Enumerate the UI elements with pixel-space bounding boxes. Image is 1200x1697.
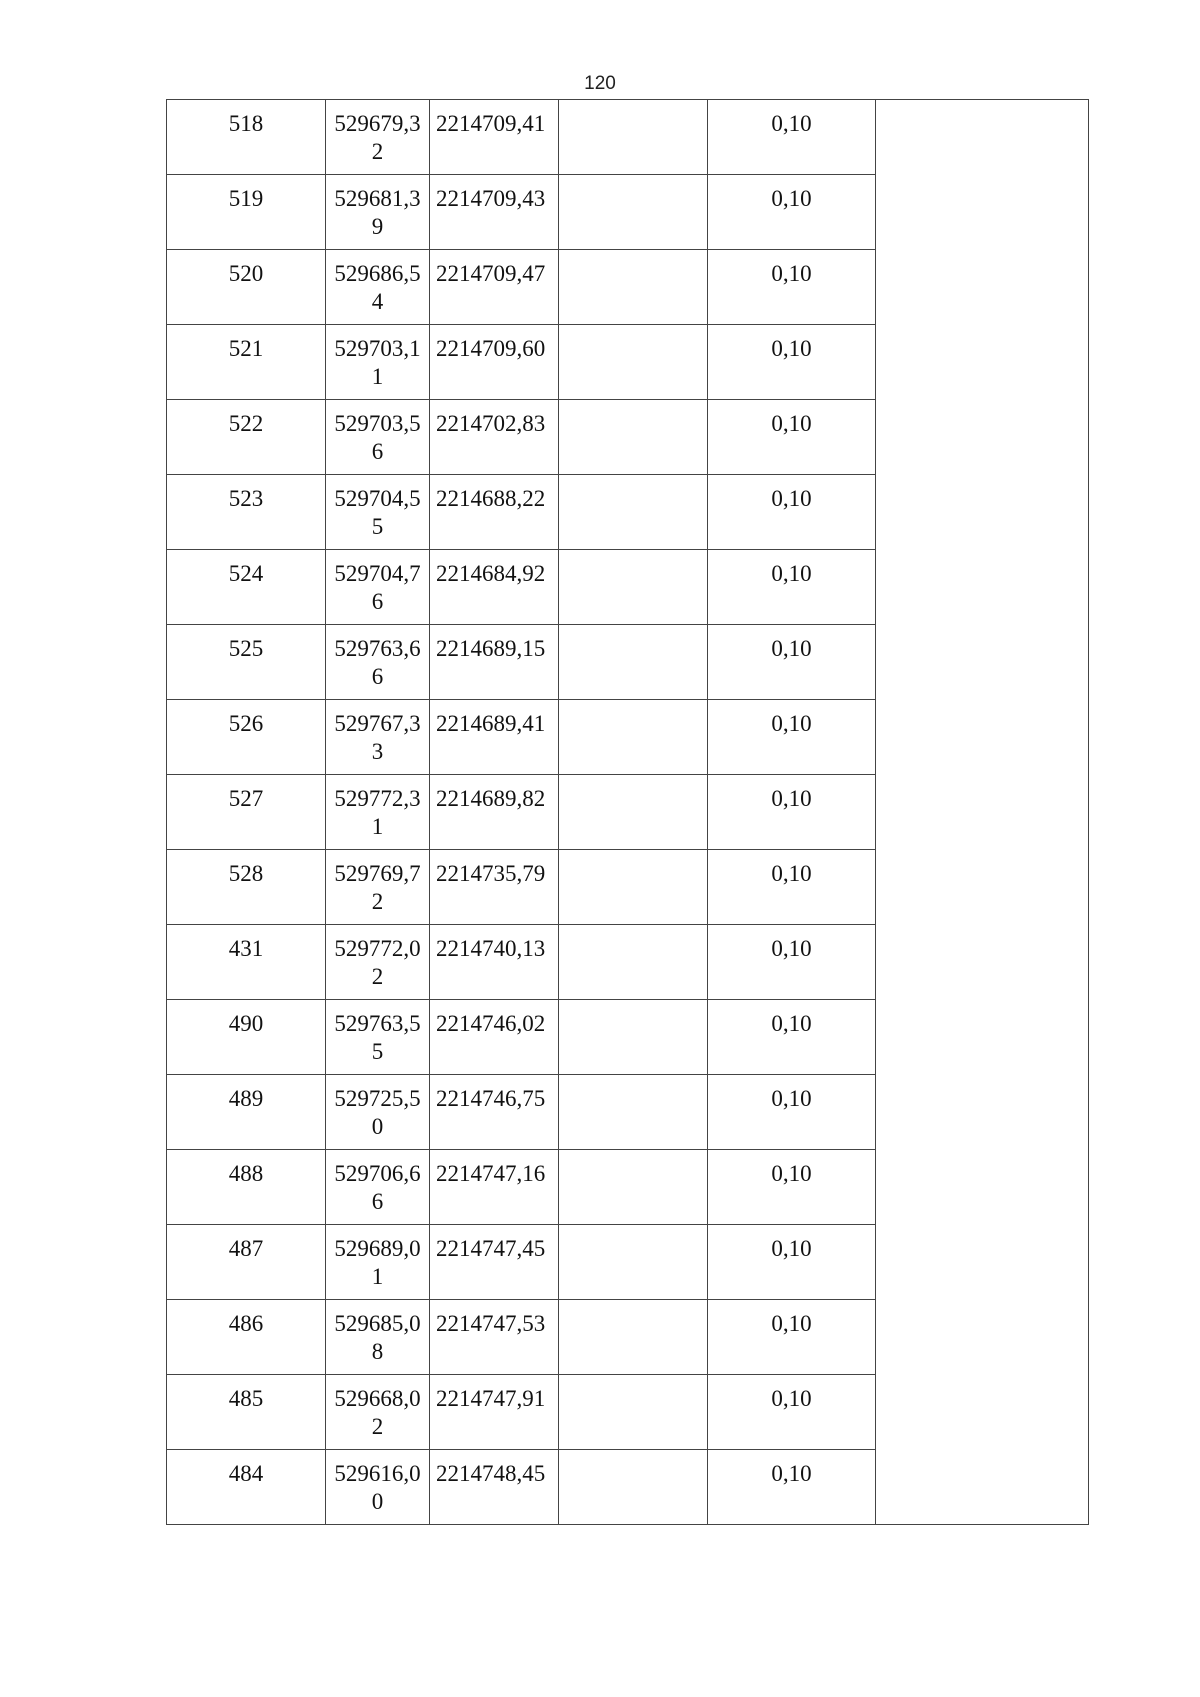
empty-cell bbox=[559, 175, 708, 250]
merged-last-column-cell bbox=[876, 100, 1089, 1525]
y-coordinate-cell: 2214709,47 bbox=[430, 250, 559, 325]
coordinates-table-body bbox=[167, 100, 1089, 1525]
point-number-cell: 527 bbox=[167, 775, 326, 850]
precision-cell: 0,10 bbox=[708, 1150, 876, 1225]
precision-cell: 0,10 bbox=[708, 1225, 876, 1300]
coordinates-table bbox=[166, 99, 1089, 1525]
empty-cell bbox=[559, 400, 708, 475]
precision-cell: 0,10 bbox=[708, 625, 876, 700]
precision-cell: 0,10 bbox=[708, 475, 876, 550]
point-number-cell: 522 bbox=[167, 400, 326, 475]
point-number-cell: 518 bbox=[167, 100, 326, 175]
precision-cell: 0,10 bbox=[708, 700, 876, 775]
x-coordinate-cell: 529725,50 bbox=[326, 1075, 430, 1150]
x-coordinate-cell: 529763,66 bbox=[326, 625, 430, 700]
y-coordinate-cell: 2214740,13 bbox=[430, 925, 559, 1000]
y-coordinate-cell: 2214709,41 bbox=[430, 100, 559, 175]
x-coordinate-cell: 529686,54 bbox=[326, 250, 430, 325]
empty-cell bbox=[559, 1450, 708, 1525]
precision-cell: 0,10 bbox=[708, 1450, 876, 1525]
y-coordinate-cell: 2214689,82 bbox=[430, 775, 559, 850]
precision-cell: 0,10 bbox=[708, 1375, 876, 1450]
x-coordinate-cell: 529772,02 bbox=[326, 925, 430, 1000]
y-coordinate-cell: 2214747,16 bbox=[430, 1150, 559, 1225]
x-coordinate-cell: 529704,76 bbox=[326, 550, 430, 625]
x-coordinate-cell: 529772,31 bbox=[326, 775, 430, 850]
x-coordinate-cell: 529706,66 bbox=[326, 1150, 430, 1225]
y-coordinate-cell: 2214747,53 bbox=[430, 1300, 559, 1375]
page-number: 120 bbox=[584, 73, 616, 94]
point-number-cell: 489 bbox=[167, 1075, 326, 1150]
empty-cell bbox=[559, 1375, 708, 1450]
empty-cell bbox=[559, 100, 708, 175]
y-coordinate-cell: 2214747,91 bbox=[430, 1375, 559, 1450]
empty-cell bbox=[559, 625, 708, 700]
y-coordinate-cell: 2214709,43 bbox=[430, 175, 559, 250]
x-coordinate-cell: 529763,55 bbox=[326, 1000, 430, 1075]
precision-cell: 0,10 bbox=[708, 850, 876, 925]
point-number-cell: 525 bbox=[167, 625, 326, 700]
point-number-cell: 431 bbox=[167, 925, 326, 1000]
empty-cell bbox=[559, 1075, 708, 1150]
x-coordinate-cell: 529668,02 bbox=[326, 1375, 430, 1450]
precision-cell: 0,10 bbox=[708, 775, 876, 850]
y-coordinate-cell: 2214748,45 bbox=[430, 1450, 559, 1525]
precision-cell: 0,10 bbox=[708, 175, 876, 250]
y-coordinate-cell: 2214746,02 bbox=[430, 1000, 559, 1075]
empty-cell bbox=[559, 1300, 708, 1375]
y-coordinate-cell: 2214709,60 bbox=[430, 325, 559, 400]
y-coordinate-cell: 2214735,79 bbox=[430, 850, 559, 925]
x-coordinate-cell: 529703,11 bbox=[326, 325, 430, 400]
point-number-cell: 520 bbox=[167, 250, 326, 325]
x-coordinate-cell: 529704,55 bbox=[326, 475, 430, 550]
y-coordinate-cell: 2214746,75 bbox=[430, 1075, 559, 1150]
empty-cell bbox=[559, 1000, 708, 1075]
empty-cell bbox=[559, 325, 708, 400]
x-coordinate-cell: 529703,56 bbox=[326, 400, 430, 475]
precision-cell: 0,10 bbox=[708, 550, 876, 625]
empty-cell bbox=[559, 475, 708, 550]
precision-cell: 0,10 bbox=[708, 400, 876, 475]
y-coordinate-cell: 2214689,41 bbox=[430, 700, 559, 775]
precision-cell: 0,10 bbox=[708, 250, 876, 325]
precision-cell: 0,10 bbox=[708, 1075, 876, 1150]
point-number-cell: 524 bbox=[167, 550, 326, 625]
point-number-cell: 487 bbox=[167, 1225, 326, 1300]
x-coordinate-cell: 529689,01 bbox=[326, 1225, 430, 1300]
precision-cell: 0,10 bbox=[708, 100, 876, 175]
empty-cell bbox=[559, 925, 708, 1000]
y-coordinate-cell: 2214702,83 bbox=[430, 400, 559, 475]
point-number-cell: 485 bbox=[167, 1375, 326, 1450]
x-coordinate-cell: 529616,00 bbox=[326, 1450, 430, 1525]
x-coordinate-cell: 529681,39 bbox=[326, 175, 430, 250]
empty-cell bbox=[559, 1225, 708, 1300]
x-coordinate-cell: 529685,08 bbox=[326, 1300, 430, 1375]
x-coordinate-cell: 529769,72 bbox=[326, 850, 430, 925]
empty-cell bbox=[559, 1150, 708, 1225]
point-number-cell: 526 bbox=[167, 700, 326, 775]
x-coordinate-cell: 529767,33 bbox=[326, 700, 430, 775]
empty-cell bbox=[559, 250, 708, 325]
precision-cell: 0,10 bbox=[708, 325, 876, 400]
point-number-cell: 521 bbox=[167, 325, 326, 400]
point-number-cell: 486 bbox=[167, 1300, 326, 1375]
y-coordinate-cell: 2214747,45 bbox=[430, 1225, 559, 1300]
y-coordinate-cell: 2214688,22 bbox=[430, 475, 559, 550]
table-row bbox=[167, 100, 1089, 175]
precision-cell: 0,10 bbox=[708, 1000, 876, 1075]
x-coordinate-cell: 529679,32 bbox=[326, 100, 430, 175]
point-number-cell: 528 bbox=[167, 850, 326, 925]
precision-cell: 0,10 bbox=[708, 1300, 876, 1375]
empty-cell bbox=[559, 775, 708, 850]
point-number-cell: 488 bbox=[167, 1150, 326, 1225]
point-number-cell: 484 bbox=[167, 1450, 326, 1525]
y-coordinate-cell: 2214689,15 bbox=[430, 625, 559, 700]
point-number-cell: 490 bbox=[167, 1000, 326, 1075]
empty-cell bbox=[559, 700, 708, 775]
empty-cell bbox=[559, 850, 708, 925]
empty-cell bbox=[559, 550, 708, 625]
precision-cell: 0,10 bbox=[708, 925, 876, 1000]
y-coordinate-cell: 2214684,92 bbox=[430, 550, 559, 625]
point-number-cell: 519 bbox=[167, 175, 326, 250]
point-number-cell: 523 bbox=[167, 475, 326, 550]
